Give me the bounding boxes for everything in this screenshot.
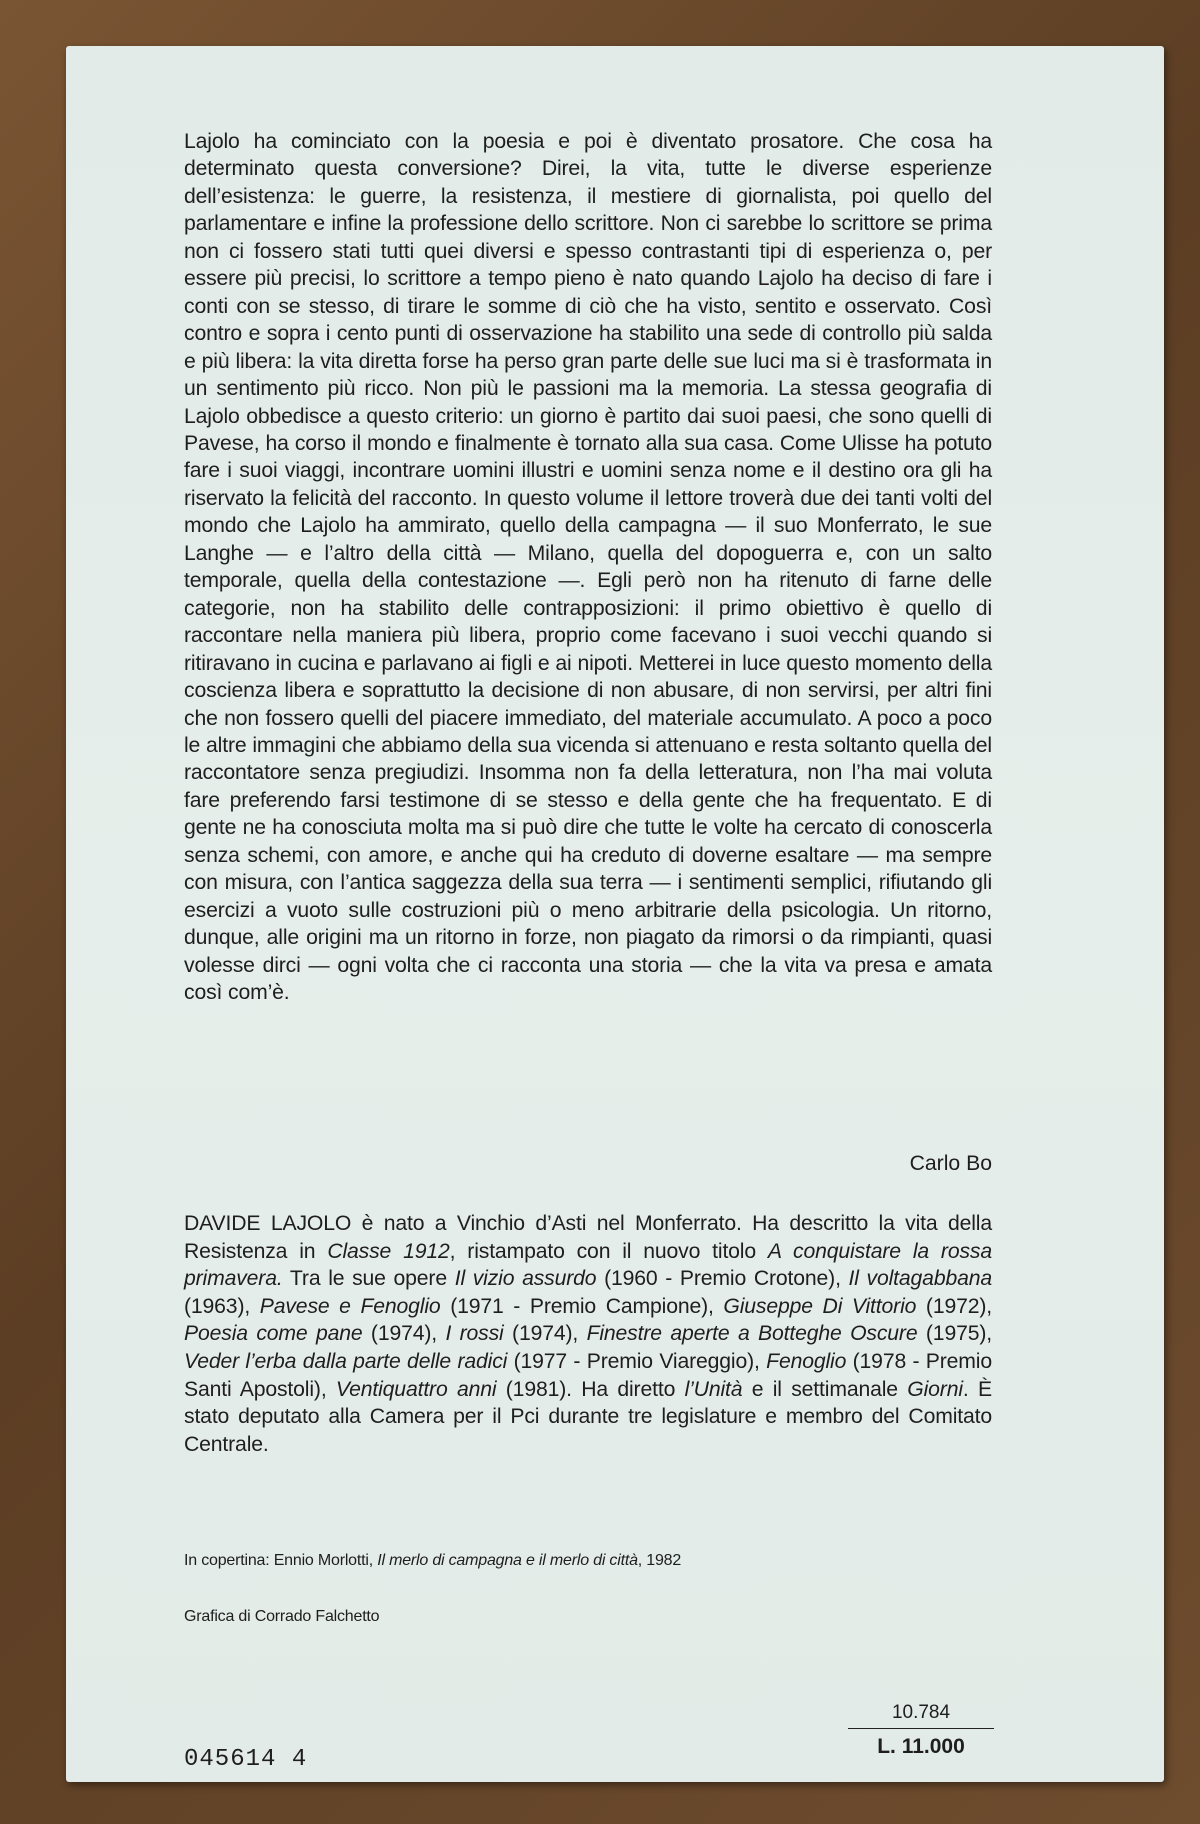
author-biography xyxy=(184,1210,992,1458)
bio-text: , ristampato con il nuovo titolo xyxy=(449,1239,768,1263)
book-title: Il voltagabbana xyxy=(848,1267,992,1291)
book-title: Veder l’erba dalla parte delle radici xyxy=(184,1349,508,1373)
bio-text: (1972), xyxy=(916,1294,993,1318)
bio-text: (1978 - Premio Santi Apostoli), xyxy=(184,1349,992,1401)
book-title: Poesia come pane xyxy=(184,1322,363,1346)
bio-text: (1981). Ha diretto xyxy=(496,1377,685,1401)
book-title: Fenoglio xyxy=(766,1349,847,1373)
bio-text: (1963), xyxy=(184,1294,260,1318)
review-paragraph: Lajolo ha cominciato con la poesia e poi è diventato prosatore. Che cosa ha determinato questa conversione? Direi, la vita, tutte le diverse esperienze dell’esistenza: le guerre, la resistenza, il mestiere di giornalista, poi quello del parlamentare e infine la professione dello scrittore. Non ci sarebbe lo scrittore se prima non ci fossero stati tutti quei diversi e spesso contrastanti tipi di esperienza o, per essere più precisi, lo scrittore a tempo pieno è nato quando Lajolo ha deciso di fare i conti con se stesso, di tirare le somme di ciò che ha visto, sentito e osservato. Così contro e sopra i cento punti di osservazione ha stabilito una sede di controllo più salda e più libera: la vita diretta forse ha perso gran parte delle sue luci ma si è trasformata in un sentimento più ricco. Non più le passioni ma la memoria. La stessa geografia di Lajolo obbedisce a questo criterio: un giorno è partito dai suoi paesi, che sono quelli di Pavese, ha corso il mondo e finalmente è tornato alla sua casa. Come Ulisse ha potuto fare i suoi viaggi, incontrare uomini illustri e uomini senza nome e il destino ora gli ha riservato la felicità del racconto. In questo volume il lettore troverà due dei tanti volti del mondo che Lajolo ha ammirato, quello della campagna — il suo Monferrato, le sue Langhe — e l’altro della città — Milano, quella del dopoguerra e, con un salto temporale, quella della contestazione —. Egli però non ha ritenuto di farne delle categorie, non ha stabilito delle contrapposizioni: il primo obiettivo è quello di raccontare nella maniera più libera, proprio come facevano i suoi vecchi quando si ritiravano in cucina e parlavano ai figli e ai nipoti. Metterei in luce questo momento della coscienza libera e soprattutto la decisione di non abusare, di non servirsi, per altri fini che non fossero quelli del piacere immediato, del materiale accumulato. A poco a poco le altre immagini che abbiamo della sua vicenda si attenuano e resta soltanto quella del raccontatore senza pregiudizi. Insomma non fa della letteratura, non l’ha mai voluta fare preferendo farsi testimone di se stesso e della gente che ha frequentato. E di gente ne ha conosciuta molta ma si può dire che tutte le volte ha cercato di conoscerla senza schemi, con amore, e anche qui ha creduto di doverne esaltare — ma sempre con misura, con l’antica saggezza della sua terra — i sentimenti semplici, rifiutando gli esercizi a vuoto sulle costruzioni più o meno arbitrarie della psicologia. Un ritorno, dunque, alle origini ma un ritorno in forze, non piagato da rimorsi o da rimpianti, quasi volesse dirci — ogni volta che ci racconta una storia — che la vita va presa e amata così com’è. xyxy=(184,130,992,1005)
graphics-credit: Grafica di Corrado Falchetto xyxy=(184,1608,380,1625)
cover-artwork-year: , 1982 xyxy=(637,1552,682,1569)
magazine-title: Giorni xyxy=(907,1377,963,1401)
review-text xyxy=(184,128,992,1007)
book-title: Il vizio assurdo xyxy=(454,1267,597,1291)
bio-text: . È stato deputato alla Camera per il Pci durante tre legislature e membro del Comitato Centrale. xyxy=(184,1377,992,1456)
bio-text: (1974), xyxy=(362,1322,446,1346)
book-title: A conquistare la rossa primavera. xyxy=(184,1239,992,1291)
bio-text: (1971 - Premio Campione), xyxy=(440,1294,724,1318)
bio-paragraph xyxy=(184,1210,992,1458)
book-title: Pavese e Fenoglio xyxy=(259,1294,441,1318)
bio-text: (1975), xyxy=(917,1322,992,1346)
bio-text: (1960 - Premio Crotone), xyxy=(596,1267,849,1291)
book-title: Giuseppe Di Vittorio xyxy=(723,1294,917,1318)
catalog-number: 045614 4 xyxy=(184,1746,308,1773)
bio-text: (1974), xyxy=(503,1322,587,1346)
back-cover xyxy=(66,46,1164,1782)
book-title: I rossi xyxy=(445,1322,504,1346)
book-title: Ventiquattro anni xyxy=(335,1377,497,1401)
book-title: Finestre aperte a Botteghe Oscure xyxy=(586,1322,918,1346)
price-box xyxy=(848,1702,994,1759)
cover-credit-prefix: In copertina: Ennio Morlotti, xyxy=(184,1552,378,1569)
bio-text: (1977 - Premio Viareggio), xyxy=(507,1349,767,1373)
newspaper-title: l’Unità xyxy=(684,1377,743,1401)
bio-text: e il settimanale xyxy=(742,1377,908,1401)
book-title: Classe 1912 xyxy=(327,1239,450,1263)
review-signature: Carlo Bo xyxy=(909,1152,992,1175)
bio-text: DAVIDE LAJOLO è nato a Vinchio d’Asti nel Monferrato. Ha descritto la vita della Resistenza in xyxy=(184,1212,992,1263)
price-code: 10.784 xyxy=(848,1702,994,1729)
bio-text: Tra le sue opere xyxy=(282,1267,455,1291)
cover-credit xyxy=(184,1552,681,1570)
cover-artwork-title: Il merlo di campagna e il merlo di città xyxy=(377,1552,638,1569)
price-amount: L. 11.000 xyxy=(877,1735,965,1758)
